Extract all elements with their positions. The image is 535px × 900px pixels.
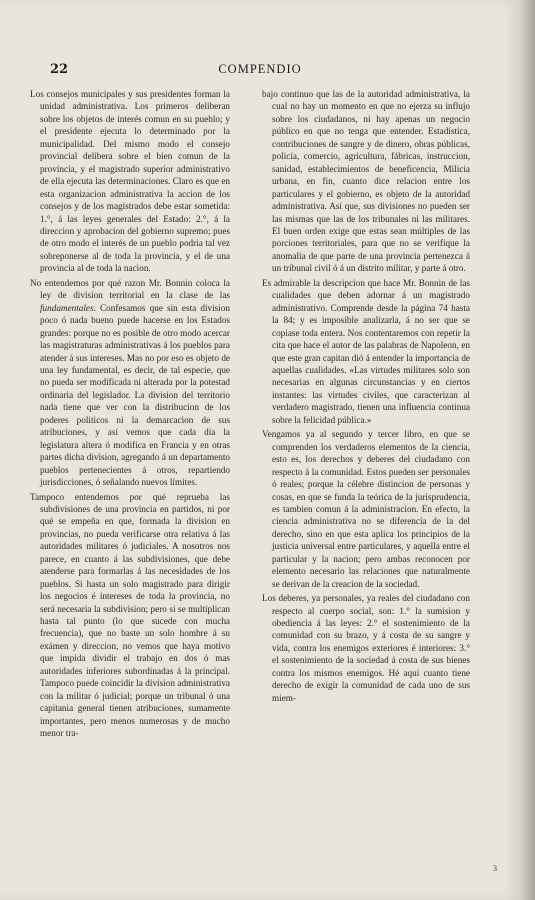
running-title: COMPENDIO	[218, 62, 302, 76]
paragraph: No entendemos por qué razon Mr. Bonnin coloca la ley de division territorial en la clase de las fundamentales. Confesamos que sin esta division poco ó nada bueno puede hacerse en los Estados grandes: porque no es posible de otro modo acercar las magistraturas administrativas á los pueblos para atender á sus intereses. Mas no por eso es objeto de una ley fundamental, es decir, de tal especie, que no pueda ser modificada ni alterada por la potestad ordinaria del legislador. La division del territorio nada tiene que ver con la distribucion de los poderes politicos ni la demarcacion de sus atribuciones, y así vemos que cada dia la legislatura altera ó modifica en Francia y en otras partes dicha division, agregando á un departamento pueblos pertenecientes á otros, repartiendo jurisdicciones, ó señalando nuevos límites.	[30, 277, 230, 488]
page-edge	[520, 0, 535, 900]
paragraph: bajo continuo que las de la autoridad administrativa, la cual no hay un momento en que no ejerza su influjo sobre los ciudadanos, ni hay apenas un negocio público en que no tenga que entender. Estadística, contribuciones de sangre y de dinero, obras públicas, policía, comercio, agricultura, fábricas, instruccion, sanidad, establecimientos de beneficencia, Milicia urbana, en fin, cuanto dice relacion entre los particulares y el gobierno, es objeto de la autoridad administrativa. Así que, sus divisiones no pueden ser las mismas que las de los tribunales ni las militares. El buen orden exige que estas sean múltiples de las porciones territoriales, para que no se verifique la anomalía de que parte de una provincia pertenezca á un tribunal civil ó á un distrito militar, y parte á otro.	[262, 89, 470, 274]
signature-mark: 3	[493, 864, 497, 873]
page-header	[50, 62, 470, 78]
paragraph: Los deberes, ya personales, ya reales del ciudadano con respecto al cuerpo social, son: 1.° la sumision y obediencia á las leyes: 2.° el sostenimiento de la comunidad con su brazo, y á costa de su sangre y vida, contra los enemigos exteriores é interiores: 3.° el sostenimiento de la sociedad á costa de sus bienes contra los mismos enemigos. Hé aquí cuanto tiene derecho de exigir la comunidad de cada uno de sus miem-	[262, 593, 470, 703]
left-column	[30, 88, 230, 742]
right-column	[262, 88, 470, 706]
paragraph: Vengamos ya al segundo y tercer libro, en que se comprenden los verdaderos elementos de la ciencia, esto es, los derechos y deberes del ciudadano con respecto á la comunidad. Estos pueden ser personales ó reales; porque la célebre distincion de personas y cosas, en que se funda la teórica de la jurisprudencia, es tambien comun á la administracion. En efecto, la ciencia administrativa no se diferencia de la del derecho, sino en que esta aplica los principios de la justicia universal entre particulares, y aquella entre el particular y la nacion; pero ambas reconocen por elemento necesario las relaciones que naturalmente se derivan de la creacion de la sociedad.	[262, 429, 470, 589]
page-number: 22	[50, 62, 69, 77]
paragraph: Los consejos municipales y sus presidentes forman la unidad administrativa. Los primeros deliberan sobre los objetos de interés comun en su pueblo; y el presidente ejecuta lo determinado por la municipalidad. Del mismo modo el consejo provincial delibera sobre el bien comun de la provincia, y el magistrado superior administrativo de ella ejecuta las determinaciones. Claro es que en esta organizacion administrativa la accion de los consejos y de los magistrados debe estar sometida: 1.°, á las leyes generales del Estado: 2.°, á la direccion y aprobacion del gobierno supremo; pues de otro modo el interés de un pueblo podria tal vez sobreponerse al de toda la provincia, y el de una provincia al de toda la nacion.	[30, 89, 230, 274]
paragraph: Es admirable la descripcion que hace Mr. Bonnin de las cualidades que deben adornar á un magistrado administrativo. Comprende desde la página 74 hasta la 84; y es imposible analizarla, á no ser que se copiase toda entera. Nos contentaremos con repetir la cita que hace el autor de las palabras de Napoleon, en que este gran capitan dió á entender la importancia de aquellas cualidades. «Las virtudes militares solo son necesarias en algunas circunstancias y en ciertos instantes: las virtudes civiles, que caracterizan al verdadero magistrado, tienen una influencia continua sobre la felicidad pública.»	[262, 277, 470, 425]
emphasized-word: fundamentales	[40, 302, 94, 313]
paragraph: Tampoco entendemos por qué reprueba las subdivisiones de una provincia en partidos, ni por qué se empeña en que, formada la division en provincias, no pueda verificarse otra relativa á las autoridades militares ó judiciales. A nosotros nos parece, en cuanto á las subdivisiones, que debe atenderse para formarlas á las necesidades de los pueblos. Si hasta un solo magistrado para dirigir los negocios é intereses de toda la provincia, no será necesaria la subdivision; pero si se multiplican hasta tal punto (lo que sucede con mucha frecuencia), que no baste un solo hombre á su exámen y direccion, no vemos que haya motivo que impida dividir el trabajo en dos ó mas autoridades inferiores subordinadas á la principal. Tampoco puede coincidir la division administrativa con la militar ó judicial; porque un tribunal ó una capitania general tienen atribuciones, sumamente importantes, pero menos numerosas y de mucho menor tra-	[30, 491, 230, 739]
